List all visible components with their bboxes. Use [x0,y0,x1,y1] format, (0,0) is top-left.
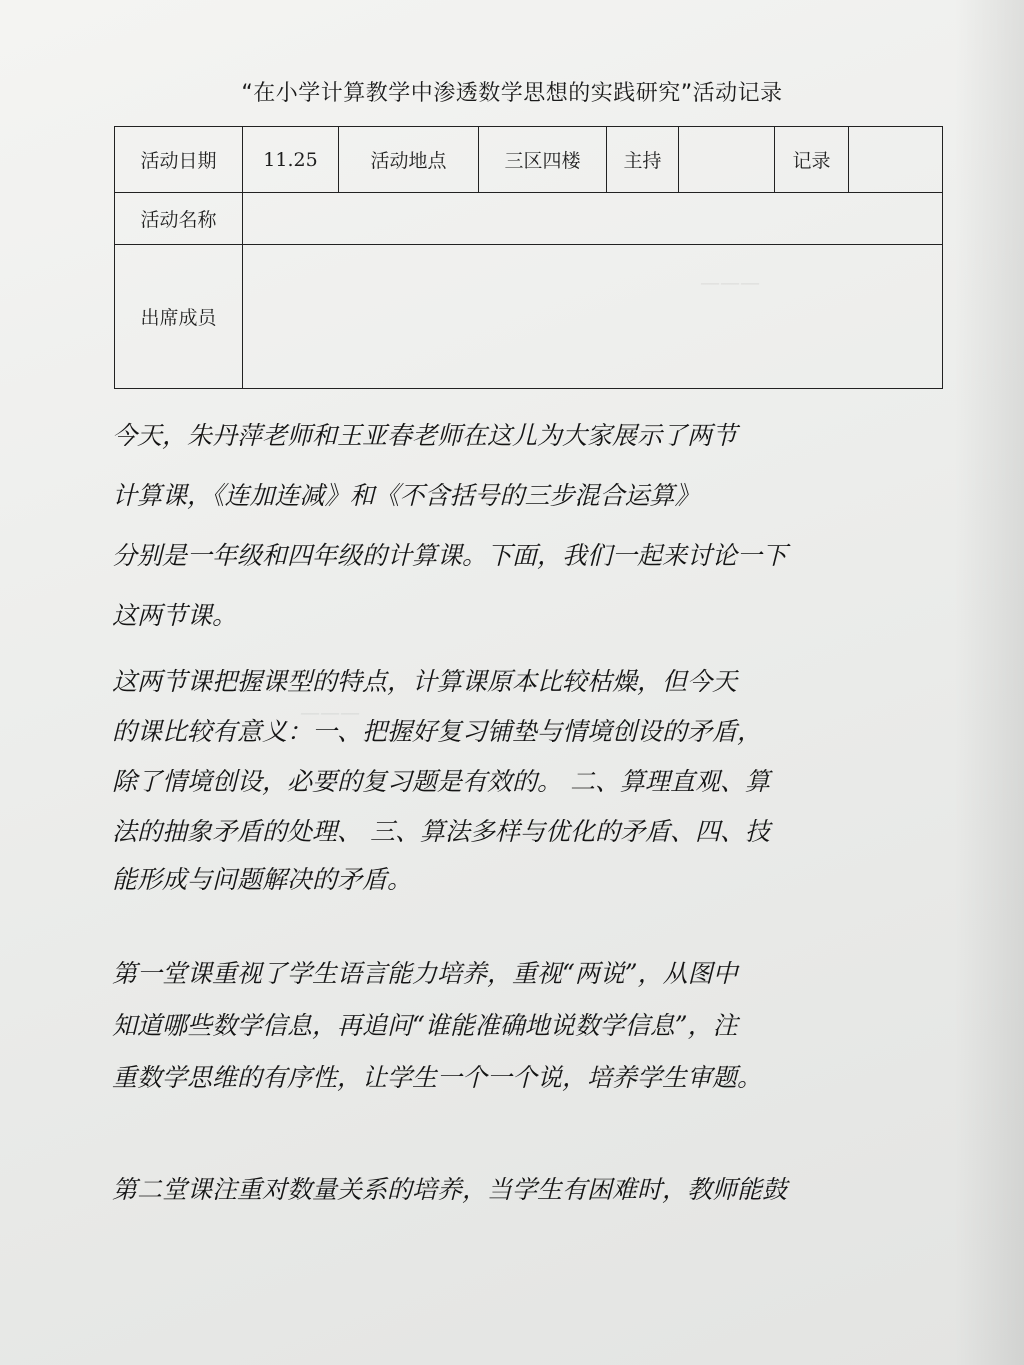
note-line: 这两节课把握课型的特点，计算课原本比较枯燥，但今天 [112,667,738,696]
page-title: “在小学计算教学中渗透数学思想的实践研究”活动记录 [241,81,783,106]
note-line: 计算课，《连加连减》和《不含括号的三步混合运算》 [112,481,700,510]
note-line: 分别是一年级和四年级的计算课。下面，我们一起来讨论一下 [112,541,788,570]
note-line: 法的抽象矛盾的处理、 三、算法多样与优化的矛盾、四、技 [112,817,770,846]
note-line: 第二堂课注重对数量关系的培养，当学生有困难时，教师能鼓 [112,1175,788,1204]
note-line: 今天，朱丹萍老师和王亚春老师在这儿为大家展示了两节 [112,421,738,450]
recorder-value [849,127,943,193]
bleed-through-mark: ——— [300,700,360,724]
note-line: 能形成与问题解决的矛盾。 [112,865,413,894]
members-value [243,245,943,389]
note-line: 重数学思维的有序性，让学生一个一个说，培养学生审题。 [112,1063,763,1092]
activity-name-label: 活动名称 [115,193,243,245]
host-value [679,127,775,193]
recorder-label: 记录 [775,127,849,193]
host-label: 主持 [607,127,679,193]
date-value: 11.25 [243,127,339,193]
note-line: 的课比较有意义：一、把握好复习铺垫与情境创设的矛盾， [112,717,763,746]
note-line: 第一堂课重视了学生语言能力培养，重视“两说”，从图中 [112,959,738,988]
activity-record-table [114,126,943,389]
page-shadow [954,0,1024,1365]
note-line: 这两节课。 [112,601,238,630]
note-line: 除了情境创设，必要的复习题是有效的。 二、算理直观、算 [112,767,770,796]
note-line: 知道哪些数学信息，再追问“谁能准确地说数学信息”，注 [112,1011,738,1040]
location-value: 三区四楼 [479,127,607,193]
members-label: 出席成员 [115,245,243,389]
activity-name-value [243,193,943,245]
date-label: 活动日期 [115,127,243,193]
location-label: 活动地点 [339,127,479,193]
bleed-through-mark: ——— [700,270,760,294]
